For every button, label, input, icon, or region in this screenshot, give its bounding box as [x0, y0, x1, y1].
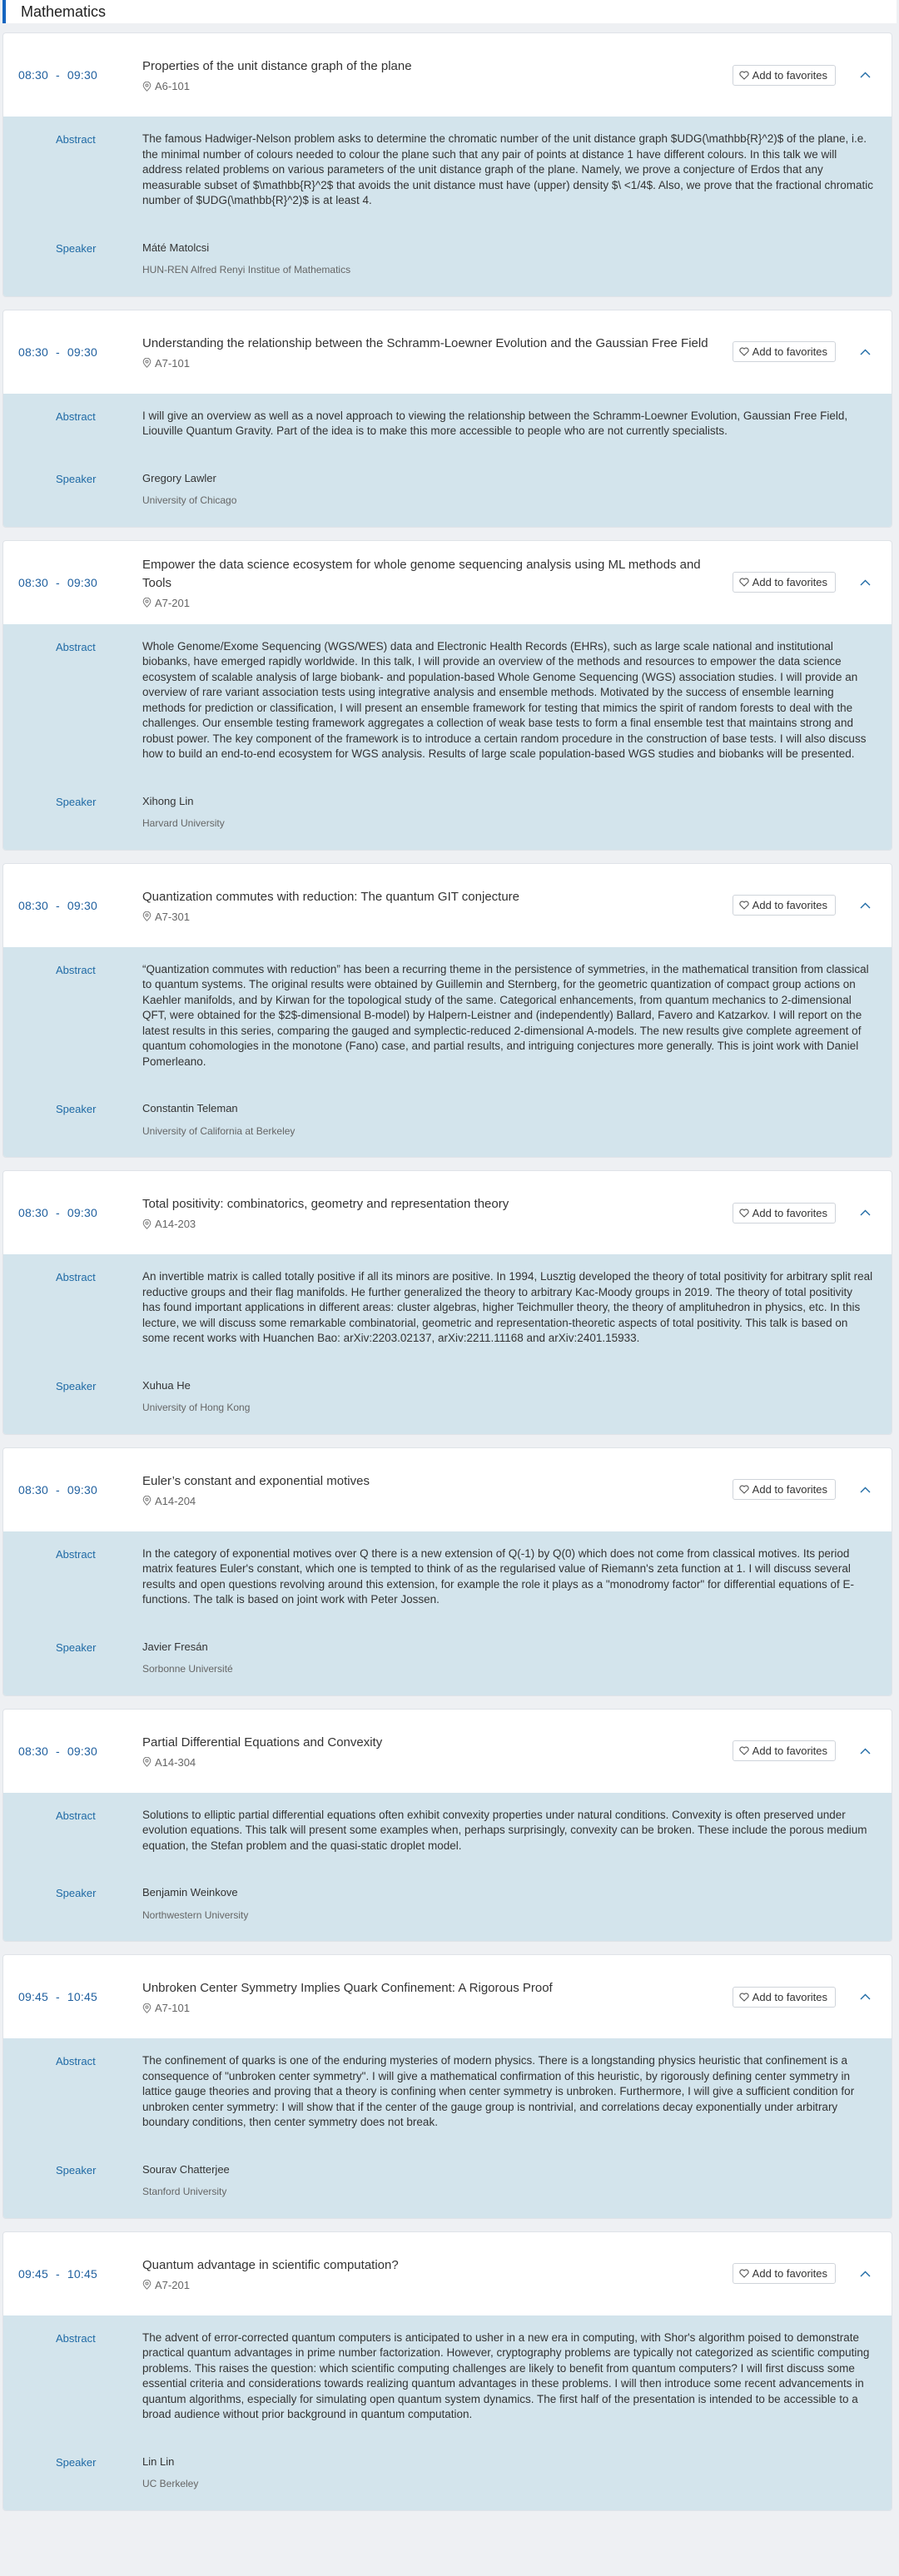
start-time: 08:30 [18, 1744, 49, 1758]
talk-header[interactable] [3, 1955, 892, 2038]
talk-heading [142, 57, 733, 92]
room-label: A7-101 [155, 2002, 190, 2014]
speaker-label: Speaker [56, 241, 97, 255]
talk-room [142, 2279, 724, 2291]
end-time: 10:45 [67, 2266, 97, 2281]
room-label: A14-204 [155, 1494, 196, 1507]
speaker-label: Speaker [56, 1887, 97, 1899]
add-to-favorites-button[interactable] [733, 341, 836, 362]
talk-details [3, 117, 892, 296]
abstract-label: Abstract [56, 1271, 96, 1283]
talk-title: Empower the data science ecosystem for whole genome sequencing analysis using ML methods and Tools [142, 557, 701, 590]
favorite-label: Add to favorites [752, 576, 827, 588]
talk-details [3, 2315, 892, 2510]
talk-room [142, 911, 724, 923]
talk-details [3, 624, 892, 850]
heart-icon [739, 901, 749, 910]
abstract-row [3, 2330, 892, 2423]
start-time: 08:30 [18, 1206, 49, 1219]
speaker-info [142, 1885, 892, 1923]
talk-card [2, 32, 892, 297]
end-time: 09:30 [67, 68, 97, 82]
speaker-name[interactable]: Gregory Lawler [142, 471, 216, 484]
talk-details [3, 947, 892, 1158]
abstract-text: In the category of exponential motives over Q there is a new extension of Q(-1) by Q(0) which does not come from classical motives. Its period matrix features Euler's constant, which one is tempted to think of as the regularised value of Riemann's zeta function at 1. I will discuss several results and open questions revolving around this extension, for example the role it plays as a "monodromy factor" for differential equations of E-functions. The talk is based on joint work with Peter Jossen. [142, 1546, 855, 1606]
room-label: A6-101 [155, 80, 190, 92]
chevron-up-icon [860, 2271, 871, 2277]
talk-room [142, 1495, 724, 1507]
speaker-affiliation: Harvard University [142, 817, 225, 829]
abstract-label: Abstract [56, 963, 96, 976]
room-label: A14-304 [155, 1755, 196, 1769]
abstract-text: An invertible matrix is called totally positive if all its minors are positive. In 1994, Lusztig developed the theory of total positivity for arbitrary split real reductive groups and their flag manifolds. He further generalized the theory to arbitrary Kac-Moody groups in 2019. The theory of total positivity has found important applications in different areas: cluster algebras, higher Teichmuller theory, the theory of amplituhedron in physics, etc. In this lecture, we will discuss some remarkable combinatorial, geometric and representation-theoretic aspects of total positivity. This talk is based on some recent works with Huanchen Bao: arXiv:2203.02137, arXiv:2211.11168 and arXiv:2401.15933. [142, 1270, 873, 1344]
abstract-label: Abstract [56, 640, 96, 653]
speaker-row [3, 1101, 892, 1139]
speaker-label: Speaker [56, 2455, 97, 2469]
abstract-row [3, 639, 892, 762]
end-time: 09:30 [67, 1482, 97, 1496]
talk-heading [142, 1979, 733, 2014]
collapse-toggle[interactable] [858, 2267, 872, 2281]
talk-header[interactable] [3, 2232, 892, 2315]
end-time: 09:30 [67, 1744, 97, 1758]
chevron-up-icon [860, 1209, 871, 1216]
talk-heading [142, 1472, 733, 1507]
abstract-label: Abstract [56, 2331, 96, 2345]
speaker-affiliation: UC Berkeley [142, 2478, 199, 2489]
abstract-row [3, 1269, 892, 1347]
abstract-row [3, 1808, 892, 1854]
favorite-label: Add to favorites [752, 1745, 827, 1757]
talk-header[interactable] [3, 541, 892, 624]
chevron-up-icon [860, 579, 871, 586]
speaker-row [3, 1885, 892, 1923]
talk-room [142, 1218, 724, 1230]
collapse-toggle[interactable] [858, 1206, 872, 1219]
start-time: 08:30 [18, 345, 49, 359]
talk-title: Properties of the unit distance graph of the plane [142, 59, 412, 73]
talk-header[interactable] [3, 1448, 892, 1531]
location-pin-icon [142, 911, 151, 921]
speaker-name[interactable]: Lin Lin [142, 2454, 175, 2468]
abstract-text: “Quantization commutes with reduction” has been a recurring theme in the persistence of symmetries, in the mathematical transition from classical to quantum systems. The original results were obtained by Guillemin and Sternberg, for the geometric quantization of compact group actions on Kaehler manifolds, and by Kirwan for the topological study of the same. Categorical enhancements, from quantum mechanics to 2-dimensional QFT, were obtained for the $2$-dimensional B-model) by Halpern-Leistner and (independently) Ballard, Favero and Katzarkov. I will report on the latest results in this series, comparing the gauged and symplectic-reduced 2-dimensional A-models. The new results give complete agreement of quantum cohomologies in the monotone (Fano) case, and partial results, and intriguing conjectures more generally. This is joint work with Daniel Pomerleano. [142, 962, 869, 1068]
section-title: Mathematics [2, 0, 897, 23]
talk-room [142, 1756, 724, 1769]
talk-header[interactable] [3, 310, 892, 394]
talk-title: Partial Differential Equations and Convexity [142, 1735, 383, 1750]
abstract-row [3, 2053, 892, 2131]
talk-card [2, 1709, 892, 1943]
chevron-up-icon [860, 1993, 871, 2000]
abstract-label: Abstract [56, 1547, 96, 1561]
talk-header[interactable] [3, 33, 892, 117]
speaker-info [142, 1640, 892, 1677]
start-time: 08:30 [18, 898, 49, 912]
end-time: 09:30 [67, 898, 97, 912]
talk-details [3, 2038, 892, 2218]
abstract-row [3, 962, 892, 1070]
favorite-label: Add to favorites [752, 899, 827, 911]
talk-time: 08:30 - 09:30 [18, 1482, 97, 1496]
abstract-label: Abstract [56, 1809, 96, 1822]
room-label: A14-203 [155, 1218, 196, 1230]
favorite-label: Add to favorites [752, 345, 827, 358]
location-pin-icon [142, 2003, 151, 2013]
collapse-toggle[interactable] [858, 1745, 872, 1758]
talk-title: Unbroken Center Symmetry Implies Quark Confinement: A Rigorous Proof [142, 1981, 553, 1995]
talk-details [3, 394, 892, 527]
favorite-label: Add to favorites [752, 1990, 827, 2003]
speaker-name[interactable]: Constantin Teleman [142, 1102, 238, 1114]
add-to-favorites-button[interactable] [733, 2263, 836, 2284]
talk-room [142, 357, 724, 370]
abstract-label: Abstract [56, 2055, 96, 2067]
abstract-row [3, 1546, 892, 1608]
chevron-up-icon [860, 1748, 871, 1755]
talk-time: 08:30 - 09:30 [18, 1206, 97, 1219]
collapse-toggle[interactable] [858, 576, 872, 589]
talk-room [142, 597, 724, 609]
speaker-name[interactable]: Máté Matolcsi [142, 241, 210, 254]
collapse-toggle[interactable] [858, 1990, 872, 2003]
speaker-name[interactable]: Xuhua He [142, 1378, 191, 1392]
chevron-up-icon [860, 1487, 871, 1493]
speaker-affiliation: University of Hong Kong [142, 1402, 251, 1413]
talk-heading [142, 335, 733, 370]
add-to-favorites-button[interactable] [733, 895, 836, 916]
speaker-name[interactable]: Benjamin Weinkove [142, 1886, 238, 1898]
speaker-row [3, 1640, 892, 1677]
heart-icon [739, 578, 749, 587]
add-to-favorites-button[interactable] [733, 572, 836, 593]
room-label: A7-101 [155, 356, 190, 370]
end-time: 10:45 [67, 1990, 97, 2003]
room-label: A7-201 [155, 596, 190, 609]
talk-details [3, 1531, 892, 1695]
end-time: 09:30 [67, 345, 97, 359]
abstract-row [3, 132, 892, 209]
talk-room [142, 2002, 724, 2014]
talk-details [3, 1793, 892, 1942]
talk-time: 09:45 - 10:45 [18, 2266, 97, 2281]
speaker-info [142, 2162, 892, 2200]
speaker-label: Speaker [56, 2163, 97, 2176]
location-pin-icon [142, 1219, 151, 1229]
speaker-info [142, 1101, 892, 1139]
favorite-label: Add to favorites [752, 1206, 827, 1219]
talk-room [142, 80, 724, 92]
talk-header[interactable] [3, 1710, 892, 1793]
speaker-name[interactable]: Javier Fresán [142, 1640, 208, 1653]
location-pin-icon [142, 598, 151, 608]
talk-title: Understanding the relationship between the Schramm-Loewner Evolution and the Gaussian Free Field [142, 335, 708, 350]
collapse-toggle[interactable] [858, 899, 872, 912]
talk-card [2, 540, 892, 851]
start-time: 08:30 [18, 575, 49, 589]
chevron-up-icon [860, 72, 871, 78]
talk-heading [142, 2256, 733, 2291]
collapse-toggle[interactable] [858, 1483, 872, 1496]
location-pin-icon [142, 2280, 151, 2290]
speaker-affiliation: Stanford University [142, 2186, 227, 2197]
abstract-label: Abstract [56, 409, 96, 423]
talk-title: Total positivity: combinatorics, geometry and representation theory [142, 1197, 509, 1211]
talk-time: 08:30 - 09:30 [18, 1744, 97, 1758]
add-to-favorites-button[interactable] [733, 1740, 836, 1761]
heart-icon [739, 2269, 749, 2278]
add-to-favorites-button[interactable] [733, 1987, 836, 2008]
favorite-label: Add to favorites [752, 1483, 827, 1496]
speaker-info [142, 1378, 892, 1416]
add-to-favorites-button[interactable] [733, 1203, 836, 1223]
location-pin-icon [142, 82, 151, 92]
abstract-text: I will give an overview as well as a novel approach to viewing the relationship between the Schramm-Loewner Evolution, Gaussian Free Field, Liouville Quantum Gravity. Part of the idea is to make this more accessible to people who are not currently specialists. [142, 409, 848, 437]
start-time: 08:30 [18, 1482, 49, 1496]
talk-time: 08:30 - 09:30 [18, 898, 97, 912]
abstract-text: The confinement of quarks is one of the enduring mysteries of modern physics. There is a longstanding physics heuristic that confinement is a consequence of "unbroken center symmetry". I will give a mathematical confirmation of this heuristic, by rigorously defining center symmetry in lattice gauge theories and proving that a theory is confining when center symmetry is unbroken. Furthermore, I will give a sufficient condition for unbroken center symmetry: I will show that if the center of the gauge group is nontrivial, and correlations decay exponentially under arbitrary boundary conditions, then center symmetry does not break. [142, 2054, 855, 2128]
speaker-affiliation: Northwestern University [142, 1908, 249, 1921]
speaker-row [3, 471, 892, 509]
talk-card [2, 2231, 892, 2511]
speaker-info [142, 471, 892, 509]
collapse-toggle[interactable] [858, 345, 872, 359]
speaker-row [3, 794, 892, 831]
speaker-row [3, 1378, 892, 1416]
heart-icon [739, 1746, 749, 1755]
abstract-label: Abstract [56, 133, 96, 146]
abstract-text: Whole Genome/Exome Sequencing (WGS/WES) data and Electronic Health Records (EHRs), such as large scale national and institutional biobanks, have emerged rapidly worldwide. In this talk, I will provide an overview of the methods and resources to empower the data science ecosystem of scalable analysis of large biobank- and population-based Whole Genome Sequencing (WGS) association studies. I will provide an overview of rare variant association tests using integrative analysis and ensemble methods. Motivated by the success of ensemble learning methods for prediction or classification, I will present an ensemble framework for testing that mimics the spirit of random forests to deal with the challenges. Our ensemble testing framework aggregates a collection of weak base tests to form a final ensemble test that maintains strong and robust power. The key component of the framework is to introduce a certain random procedure in the construction of base tests. I will also discuss how to build an end-to-end ecosystem for WGS analysis. Results of large scale population-based WGS studies and biobanks will be presented. [142, 639, 867, 760]
start-time: 09:45 [18, 2266, 49, 2281]
speaker-label: Speaker [56, 1379, 97, 1392]
speaker-label: Speaker [56, 795, 97, 808]
talk-time: 09:45 - 10:45 [18, 1990, 97, 2003]
talk-title: Quantization commutes with reduction: The quantum GIT conjecture [142, 889, 520, 904]
talk-title: Quantum advantage in scientific computation? [142, 2257, 399, 2272]
chevron-up-icon [860, 349, 871, 355]
talk-time: 08:30 - 09:30 [18, 575, 97, 589]
talk-heading [142, 556, 733, 609]
talk-header[interactable] [3, 1171, 892, 1254]
location-pin-icon [142, 1757, 151, 1767]
talk-card [2, 310, 892, 528]
heart-icon [739, 1209, 749, 1218]
talk-list [2, 23, 897, 2511]
speaker-label: Speaker [56, 1640, 97, 1654]
speaker-info [142, 794, 892, 831]
talk-card [2, 1954, 892, 2219]
location-pin-icon [142, 1496, 151, 1506]
talk-details [3, 1254, 892, 1434]
speaker-affiliation: Sorbonne Université [142, 1663, 233, 1675]
speaker-name[interactable]: Sourav Chatterjee [142, 2162, 230, 2176]
end-time: 09:30 [67, 575, 97, 589]
favorite-label: Add to favorites [752, 68, 827, 82]
talk-card [2, 1447, 892, 1696]
talk-heading [142, 1195, 733, 1230]
abstract-text: Solutions to elliptic partial differential equations often exhibit convexity properties under natural conditions. Convexity is often preserved under evolution equations. This talk will present some examples when, perhaps surprisingly, convexity can be broken. These include the porous medium equation, the Stefan problem and the quasi-static droplet model. [142, 1808, 867, 1852]
talk-title: Euler’s constant and exponential motives [142, 1473, 370, 1488]
room-label: A7-301 [155, 910, 190, 923]
speaker-affiliation: HUN-REN Alfred Renyi Institue of Mathematics [142, 264, 351, 275]
talk-time: 08:30 - 09:30 [18, 345, 97, 359]
heart-icon [739, 71, 749, 80]
speaker-affiliation: University of Chicago [142, 494, 237, 506]
abstract-text: The advent of error-corrected quantum computers is anticipated to usher in a new era in computing, with Shor's algorithm poised to demonstrate practical quantum advantages in prime number factorization. However, cryptography problems are typically not categorized as scientific computing problems. This raises the question: which scientific computing challenges are likely to benefit from quantum computers? I will first discuss some essential criteria and considerations towards realizing quantum advantages in these problems. I will then introduce some recent advancements in quantum algorithms, especially for simulating open quantum system dynamics. The first half of the presentation is intended to be accessible to a broad audience without prior background in quantum computation. [142, 2330, 870, 2420]
speaker-info [142, 241, 892, 278]
location-pin-icon [142, 358, 151, 368]
start-time: 09:45 [18, 1990, 49, 2003]
heart-icon [739, 1485, 749, 1494]
add-to-favorites-button[interactable] [733, 1479, 836, 1500]
talk-time: 08:30 - 09:30 [18, 68, 97, 82]
talk-heading [142, 888, 733, 923]
talk-heading [142, 1734, 733, 1769]
talk-header[interactable] [3, 864, 892, 947]
abstract-row [3, 409, 892, 439]
heart-icon [739, 347, 749, 356]
speaker-row [3, 241, 892, 278]
speaker-row [3, 2454, 892, 2492]
add-to-favorites-button[interactable] [733, 65, 836, 86]
collapse-toggle[interactable] [858, 68, 872, 82]
speaker-name[interactable]: Xihong Lin [142, 794, 194, 807]
favorite-label: Add to favorites [752, 2267, 827, 2280]
room-label: A7-201 [155, 2278, 190, 2291]
speaker-label: Speaker [56, 1103, 97, 1115]
talk-card [2, 863, 892, 1159]
talk-card [2, 1170, 892, 1435]
speaker-info [142, 2454, 892, 2492]
abstract-text: The famous Hadwiger-Nelson problem asks to determine the chromatic number of the unit distance graph $UDG(\mathbb{R}^2)$ of the plane, i.e. the minimal number of colours needed to colour the plane such that any pair of points at distance 1 have different colours. In this talk we will address related problems on various parameters of the unit distance graph of the plane. Namely, we prove a conjecture of Erdos that any measurable subset of $\mathbb{R}^2$ that avoids the unit distance must have (upper) density $\ <1/4$. Also, we prove that the fractional chromatic number of $UDG(\mathbb{R}^2)$ is at least 4. [142, 132, 873, 206]
heart-icon [739, 1993, 749, 2002]
chevron-up-icon [860, 902, 871, 909]
speaker-label: Speaker [56, 472, 97, 485]
start-time: 08:30 [18, 68, 49, 82]
speaker-affiliation: University of California at Berkeley [142, 1124, 296, 1137]
speaker-row [3, 2162, 892, 2200]
end-time: 09:30 [67, 1206, 97, 1219]
